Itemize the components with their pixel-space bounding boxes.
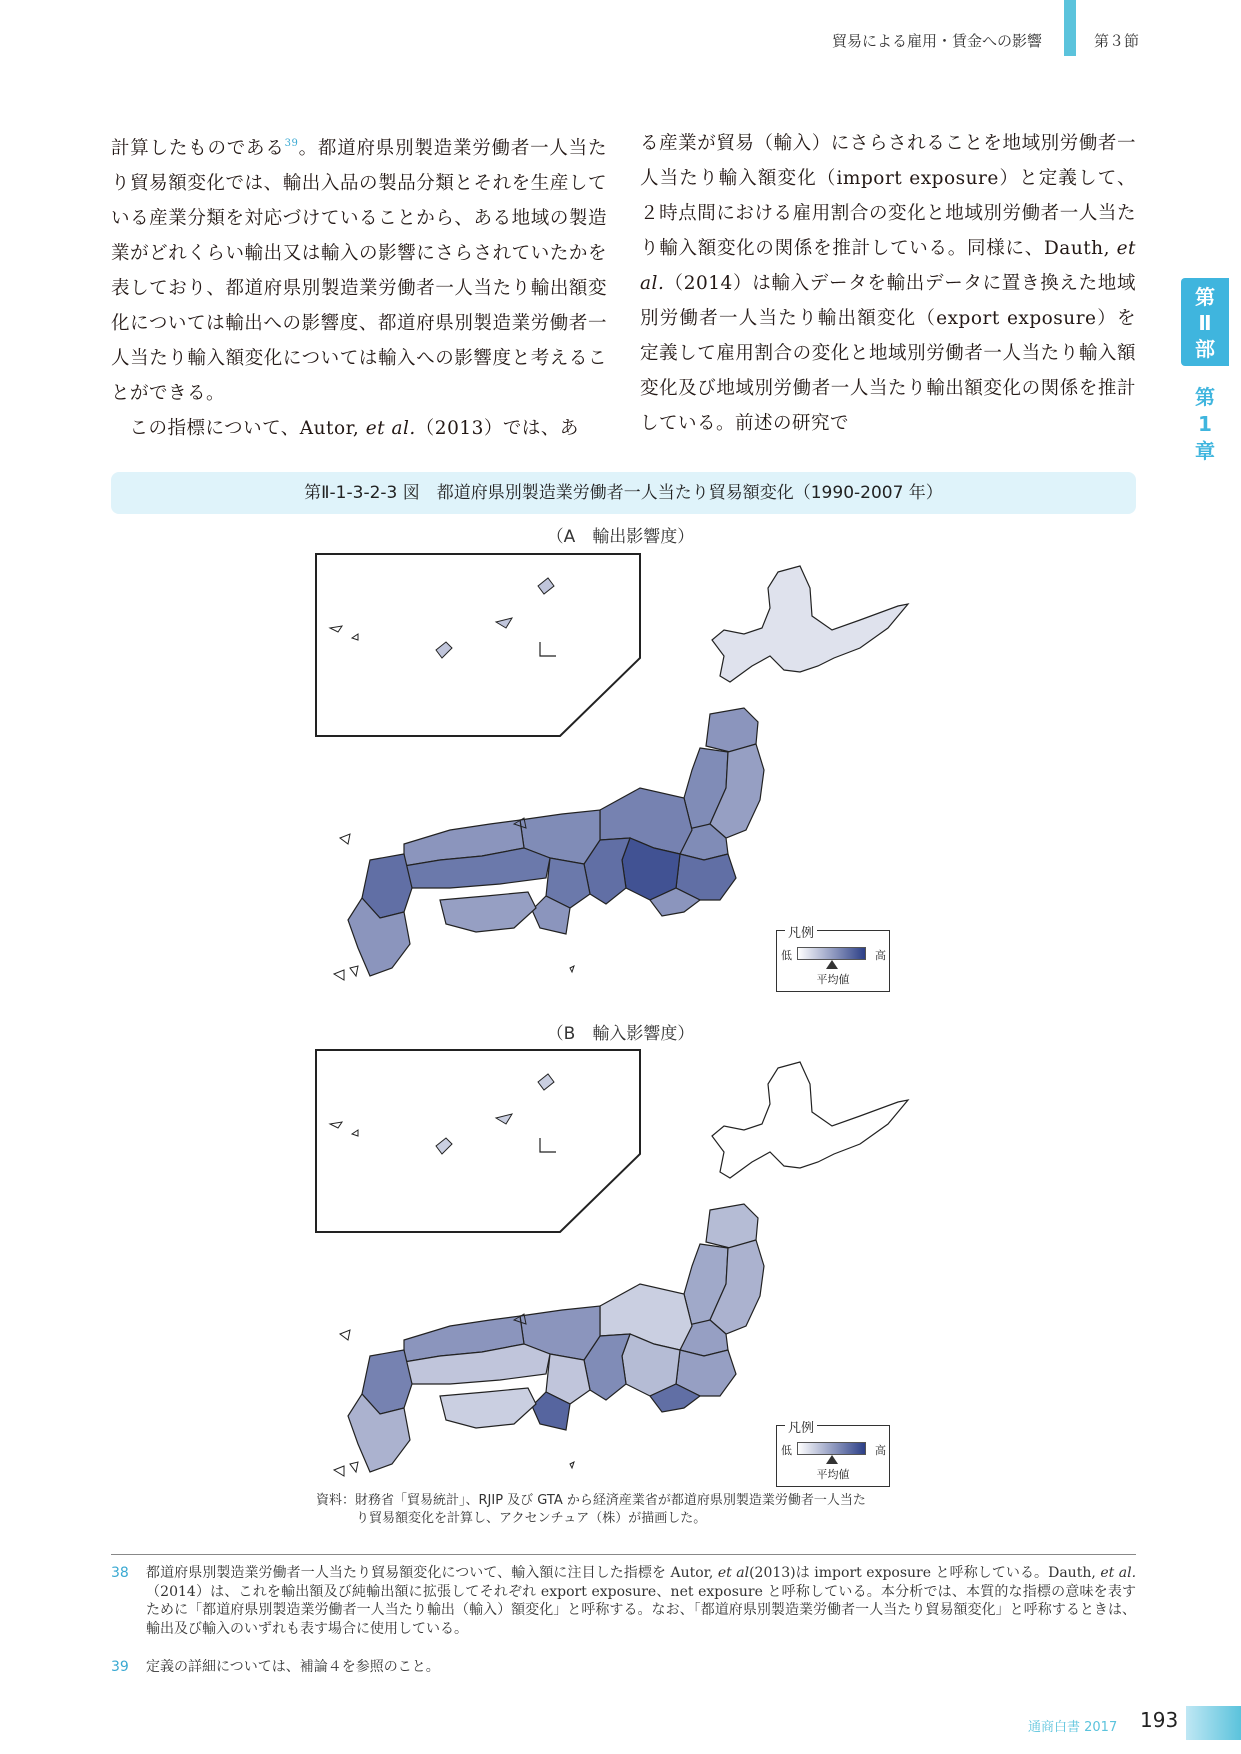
body-paragraph xyxy=(640,126,1136,441)
figure-title: 第Ⅱ-1-3-2-3 図 都道府県別製造業労働者一人当たり貿易額変化（1990-2007 年） xyxy=(111,472,1136,514)
map-region-okinawa xyxy=(538,578,554,594)
body-italic: et al. xyxy=(640,238,1136,294)
side-tab-chapter[interactable] xyxy=(1181,384,1229,465)
body-text: 。都道府県別製造業労働者一人当たり貿易額変化では、輸出入品の製品分類とそれを生産している産業分類を対応づけていることから、ある地域の製造業がどれくらい輸出又は輸入の影響にさらされていたかを表しており、都道府県別製造業労働者一人当たり輸出額変化については輸出への影響度、都道府県別製造業労働者一人当たり輸入額変化については輸入への影響度と考えることができる。 xyxy=(111,138,607,404)
map-legend xyxy=(776,926,890,992)
body-paragraph xyxy=(111,126,607,411)
footer-publication: 通商白書 2017 xyxy=(1028,1720,1118,1735)
footnote-number: 38 xyxy=(111,1565,129,1581)
side-tab-chapter-char: 1 xyxy=(1198,412,1212,436)
side-tab-part-char: 部 xyxy=(1195,337,1215,361)
map-region-hokkaido xyxy=(712,1062,908,1178)
import-map-regions xyxy=(316,1050,908,1476)
legend-title: 凡例 xyxy=(785,1417,817,1436)
footnote-38 xyxy=(111,1564,1136,1638)
body-text: 計算したものである xyxy=(111,138,285,159)
average-marker-icon xyxy=(826,960,838,969)
map-region-okinawa xyxy=(496,1114,512,1124)
footnote-text-part: (2013)は import exposure と呼称している。Dauth, xyxy=(749,1565,1096,1581)
export-map-regions xyxy=(316,554,908,980)
footnote-divider xyxy=(111,1554,1136,1555)
body-text: （2014）は輸入データを輸出データに置き換えた地域別労働者一人当たり輸出額変化（export exposure）を定義して雇用割合の変化と地域別労働者一人当たり輸入額変化及び地域別労働者一人当たり輸出額変化の関係を推計している。前述の研究で xyxy=(640,273,1136,434)
footnote-number: 39 xyxy=(111,1659,129,1675)
panel-b-label: （B 輸入影響度） xyxy=(546,1024,695,1044)
legend-average-label: 平均値 xyxy=(816,973,850,986)
running-header-section: 第３節 xyxy=(1094,32,1140,50)
map-region-shikoku xyxy=(440,1388,536,1428)
side-tab-part-char: Ⅱ xyxy=(1198,311,1212,335)
footnote-39 xyxy=(111,1658,1136,1677)
footnote-text-part: 都道府県別製造業労働者一人当たり貿易額変化について、輸入額に注目した指標を Autor, xyxy=(146,1565,714,1581)
running-header-title: 貿易による雇用・賃金への影響 xyxy=(832,32,1043,50)
body-text: る産業が貿易（輸入）にさらされることを地域別労働者一人当たり輸入額変化（import exposure）と定義して、２時点間における雇用割合の変化と地域別労働者一人当たり輸入額変化の関係を推計している。同様に、Dauth, xyxy=(640,133,1136,259)
body-column-left xyxy=(111,126,607,446)
body-text: この指標について、Autor, xyxy=(129,418,360,439)
footnote-text: 定義の詳細については、補論４を参照のこと。 xyxy=(146,1659,440,1675)
side-tab-part[interactable] xyxy=(1181,278,1229,366)
legend-average-label: 平均値 xyxy=(816,1468,850,1481)
map-region-okinawa xyxy=(538,1074,554,1090)
side-tab-chapter-char: 章 xyxy=(1195,439,1215,463)
figure-source-note xyxy=(316,1492,946,1528)
source-line: り貿易額変化を計算し、アクセンチュア（株）が描画した。 xyxy=(356,1511,707,1526)
legend-low-label: 低 xyxy=(781,949,792,962)
body-text: （2013）では、あ xyxy=(415,418,579,439)
legend-high-label: 高 xyxy=(875,1444,886,1457)
legend-low-label: 低 xyxy=(781,1444,792,1457)
source-line: 資料：財務省「貿易統計」、RJIP 及び GTA から経済産業省が都道府県別製造業労働者一人当た xyxy=(316,1493,866,1508)
legend-title: 凡例 xyxy=(785,922,817,941)
map-region-okinawa xyxy=(436,642,452,658)
body-italic: et al. xyxy=(365,418,416,439)
footnote-ref[interactable]: 39 xyxy=(284,138,299,149)
panel-a-label: （A 輸出影響度） xyxy=(546,527,695,547)
legend-gradient-bar xyxy=(797,947,866,960)
page-number: 193 xyxy=(1140,1708,1179,1732)
body-paragraph xyxy=(111,411,607,446)
map-region-hokkaido xyxy=(712,566,908,682)
side-tab-chapter-char: 第 xyxy=(1195,385,1215,409)
average-marker-icon xyxy=(826,1455,838,1464)
legend-gradient-bar xyxy=(797,1442,866,1455)
map-region-shikoku xyxy=(440,892,536,932)
map-region-okinawa xyxy=(436,1138,452,1154)
body-column-right xyxy=(640,126,1136,441)
header-accent-bar xyxy=(1064,0,1076,56)
import-impact-map xyxy=(300,1044,940,1489)
map-legend xyxy=(776,1421,890,1487)
legend-high-label: 高 xyxy=(875,949,886,962)
footnote-text-part: （2014）は、これを輸出額及び純輸出額に拡張してそれぞれ export exposure、net exposure と呼称している。本分析では、本質的な指標の意味を表すために「都道府県別製造業労働者一人当たり輸出（輸入）額変化」と呼称する。なお、「都道府県別製造業労働者一人当たり貿易額変化」と呼称するときは、輸出及び輸入のいずれも表す場合に使用している。 xyxy=(146,1583,1136,1637)
map-region-okinawa xyxy=(496,618,512,628)
footnote-italic: et al xyxy=(717,1565,750,1581)
export-impact-map xyxy=(300,548,940,993)
footnote-text xyxy=(146,1564,1136,1638)
footer-accent-bar xyxy=(1186,1706,1241,1740)
side-tab-part-char: 第 xyxy=(1195,285,1215,309)
footnote-italic: et al. xyxy=(1100,1565,1137,1581)
